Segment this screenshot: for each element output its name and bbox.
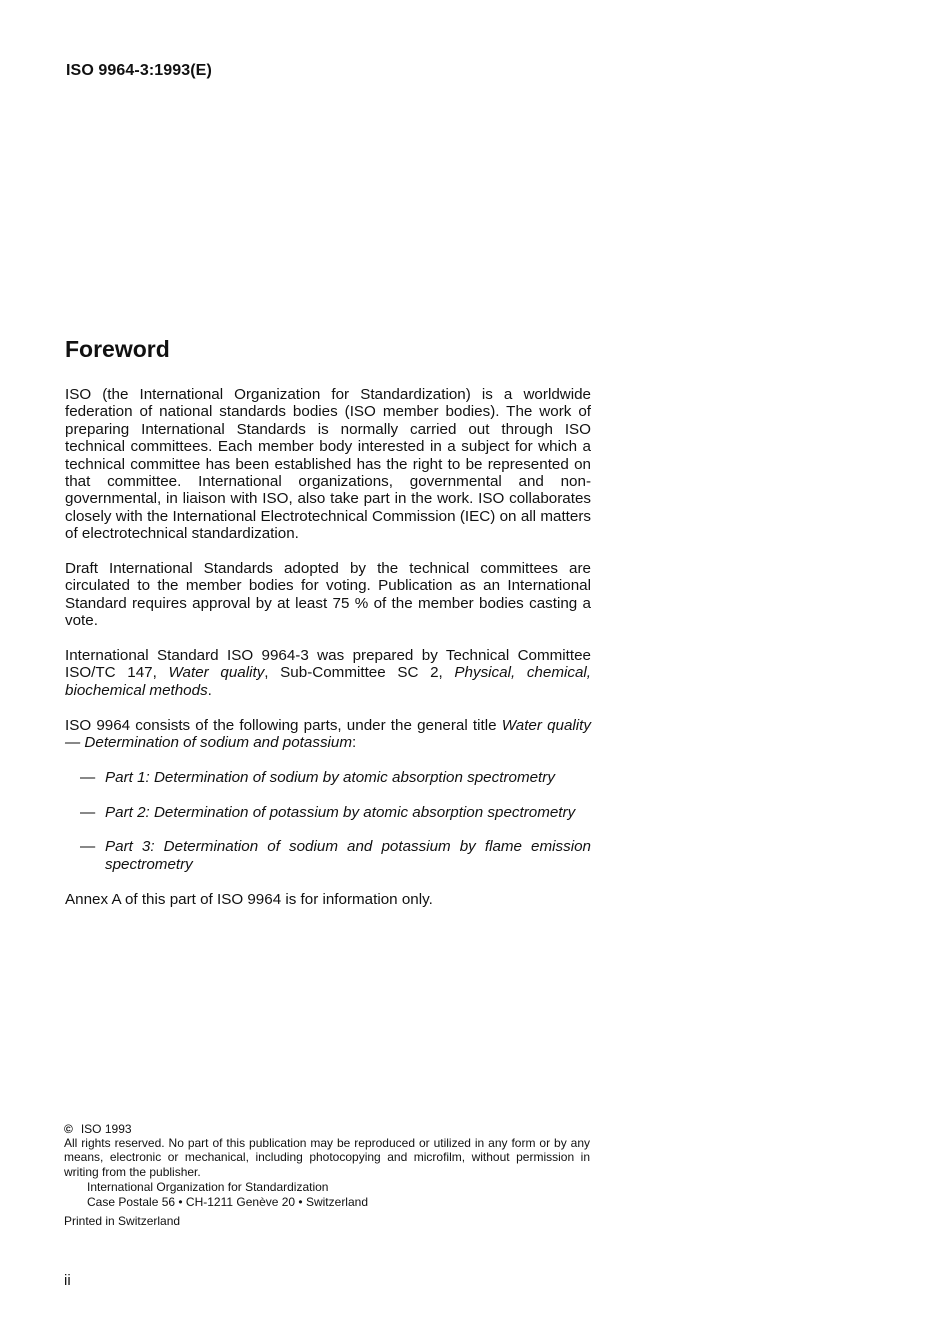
preparation-text-3: . — [207, 681, 212, 699]
organization-address: Case Postale 56 • CH-1211 Genève 20 • Switzerland — [87, 1195, 368, 1210]
general-title: Water quality — Determination of sodium and potassium — [65, 716, 591, 752]
part-2-title: Part 2: Determination of potassium by atomic absorption spectrometry — [105, 803, 576, 821]
paragraph-draft-standards: Draft International Standards adopted by the technical committees are circulated to the member bodies for voting. Publication as an International Standard requires approval by at least 75 % of the member bodies casting a vote. — [65, 560, 591, 630]
dash-bullet: — — [80, 768, 96, 786]
preparation-text-2: , Sub-Committee SC 2, — [264, 664, 455, 682]
organization-name: International Organization for Standardization — [87, 1179, 329, 1194]
list-item — [65, 769, 591, 786]
copyright-icon: © — [64, 1122, 73, 1136]
paragraph-preparation — [65, 647, 591, 699]
subcommittee-title: Physical, chemical, biochemical methods — [65, 664, 591, 699]
page-title: Foreword — [65, 336, 170, 362]
copyright-year: ISO 1993 — [80, 1122, 132, 1136]
copyright-block — [64, 1122, 590, 1228]
annex-note: Annex A of this part of ISO 9964 is for information only. — [65, 890, 433, 908]
parts-intro-text-2: : — [352, 734, 357, 752]
page-number: ii — [64, 1272, 71, 1289]
list-item — [65, 804, 591, 821]
part-1-title: Part 1: Determination of sodium by atomic absorption spectrometry — [105, 768, 555, 786]
document-identifier: ISO 9964-3:1993(E) — [66, 62, 212, 79]
paragraph-iso-intro: ISO (the International Organization for Standardization) is a worldwide federation of national standards bodies (ISO member bodies). The work of preparing International Standards is normally carried out through ISO technical committees. Each member body interested in a subject for which a technical committee has been established has the right to be represented on that committee. International organizations, governmental and non-governmental, in liaison with ISO, also take part in the work. ISO collaborates closely with the International Electrotechnical Commission (IEC) on all matters of electrotechnical standardization. — [65, 386, 591, 543]
part-3-title: Part 3: Determination of sodium and potassium by flame emission spectrometry — [105, 838, 591, 873]
parts-intro-text-1: ISO 9964 consists of the following parts, under the general title — [65, 716, 502, 734]
committee-title: Water quality — [168, 664, 265, 682]
foreword-body — [65, 386, 591, 908]
parts-list — [65, 769, 591, 873]
copyright-line — [64, 1122, 590, 1136]
paragraph-parts-intro — [65, 717, 591, 752]
list-item — [65, 838, 591, 873]
dash-bullet: — — [80, 803, 96, 821]
preparation-text-1: International Standard ISO 9964-3 was prepared by Technical Committee ISO/TC 147, — [65, 647, 591, 682]
dash-bullet: — — [80, 838, 96, 856]
rights-statement: All rights reserved. No part of this publication may be reproduced or utilized in any form or by any means, electronic or mechanical, including photocopying and microfilm, without permission in writing from the publisher. — [64, 1136, 590, 1179]
printed-location: Printed in Switzerland — [64, 1214, 181, 1229]
